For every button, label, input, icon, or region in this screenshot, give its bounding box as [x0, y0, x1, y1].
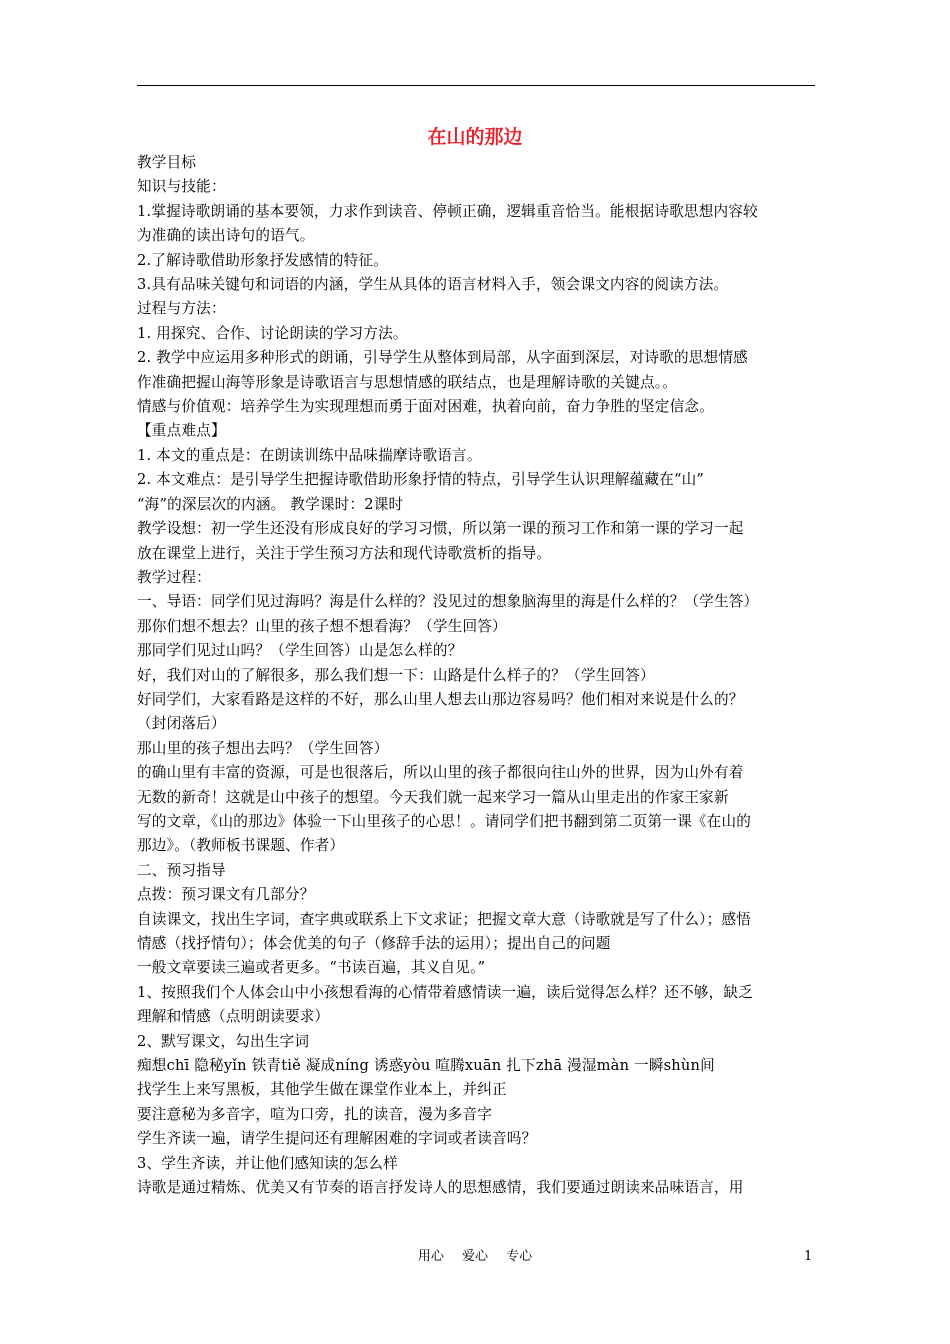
section-heading: 【重点难点】 [137, 422, 226, 440]
text-line: 那你们想不想去？山里的孩子想不想看海？（学生回答） [137, 617, 507, 635]
text-line: 1、按照我们个人体会山中小孩想看海的心情带着感情读一遍，读后觉得怎么样？还不够，缺乏 [137, 983, 754, 1001]
text-line: 情感（找抒情句）；体会优美的句子（修辞手法的运用）；提出自己的问题 [137, 935, 611, 952]
text-line: 自读课文，找出生字词，查字典或联系上下文求证；把握文章大意（诗歌就是写了什么）；感悟 [137, 910, 752, 928]
text-line: 点拨：预习课文有几部分？ [137, 886, 315, 904]
text-line: 那同学们见过山吗？（学生回答）山是怎么样的？ [137, 642, 463, 660]
text-line: 理解和情感（点明朗读要求） [137, 1008, 330, 1026]
text-line: 无数的新奇！这就是山中孩子的想望。今天我们就一起来学习一篇从山里走出的作家王家新 [137, 788, 729, 806]
text-line: 放在课堂上进行，关注于学生预习方法和现代诗歌赏析的指导。 [137, 544, 552, 562]
text-line: 1.掌握诗歌朗诵的基本要领，力求作到读音、停顿正确，逻辑重音恰当。能根据诗歌思想内容较 [137, 202, 758, 220]
header-rule [137, 85, 815, 86]
text-line: 1. 用探究、合作、讨论朗读的学习方法。 [137, 324, 408, 342]
text-line: 一、导语：同学们见过海吗？海是什么样的？没见过的想象脑海里的海是什么样的？（学生答） [137, 593, 759, 611]
text-line: 痴想chī 隐秘yǐn 铁青tiě 凝成níng 诱惑yòu 喧腾xuān 扎下zhā 漫湿màn 一瞬shùn间 [137, 1057, 715, 1075]
text-line: 3.具有品味关键句和词语的内涵，学生从具体的语言材料入手，领会课文内容的阅读方法。 [137, 276, 729, 294]
text-line: 情感与价值观：培养学生为实现理想而勇于面对困难，执着向前，奋力争胜的坚定信念。 [137, 398, 714, 416]
text-line: 3、学生齐读，并让他们感知读的怎么样 [137, 1154, 398, 1172]
text-line: 知识与技能： [137, 178, 226, 196]
text-line: 的确山里有丰富的资源，可是也很落后，所以山里的孩子都很向往山外的世界，因为山外有着 [137, 764, 744, 782]
text-line: 那边》。（教师板书课题、作者） [137, 837, 345, 855]
text-line: 2.了解诗歌借助形象抒发感情的特征。 [137, 251, 389, 269]
page-number: 1 [804, 1249, 813, 1264]
text-line: 要注意秘为多音字，喧为口旁，扎的读音，漫为多音字 [137, 1105, 493, 1123]
text-line: 学生齐读一遍，请学生提问还有理解困难的字词或者读音吗？ [137, 1130, 537, 1148]
document-title: 在山的那边 [427, 126, 523, 148]
text-line: 2. 本文难点：是引导学生把握诗歌借助形象抒情的特点，引导学生认识理解蕴藏在“山” [137, 471, 705, 489]
text-line: 教学过程： [137, 568, 211, 586]
text-line: 教学目标 [137, 154, 197, 171]
text-line: 作准确把握山海等形象是诗歌语言与思想情感的联结点，也是理解诗歌的关键点。。 [137, 373, 678, 391]
text-line: 为准确的读出诗句的语气。 [137, 227, 315, 245]
text-line: “海”的深层次的内涵。 教学课时：2课时 [137, 495, 404, 513]
text-line: 二、预习指导 [137, 861, 226, 879]
text-line: 找学生上来写黑板，其他学生做在课堂作业本上，并纠正 [137, 1081, 507, 1099]
text-line: 教学设想：初一学生还没有形成良好的学习习惯，所以第一课的预习工作和第一课的学习一起 [137, 520, 744, 538]
text-line: 1. 本文的重点是：在朗读训练中品味揣摩诗歌语言。 [137, 446, 482, 464]
text-line: 好，我们对山的了解很多，那么我们想一下：山路是什么样子的？（学生回答） [137, 666, 655, 684]
text-line: 诗歌是通过精炼、优美又有节奏的语言抒发诗人的思想感情，我们要通过朗读来品味语言，用 [137, 1179, 744, 1197]
footer-slogan: 用心 爱心 专心 [417, 1249, 533, 1264]
text-line: 好同学们，大家看路是这样的不好，那么山里人想去山那边容易吗？他们相对来说是什么的？ [137, 690, 744, 708]
text-line: 一般文章要读三遍或者更多。“书读百遍，其义自见。” [137, 959, 486, 977]
text-line: 写的文章，《山的那边》体验一下山里孩子的心思！。请同学们把书翻到第二页第一课《在山的 [137, 812, 752, 830]
text-line: 2. 教学中应运用多种形式的朗诵，引导学生从整体到局部，从字面到深层，对诗歌的思想情感 [137, 349, 748, 367]
text-line: 那山里的孩子想出去吗？（学生回答） [137, 739, 389, 757]
text-line: 过程与方法： [137, 300, 226, 318]
document-body [137, 151, 817, 1200]
text-line: （封闭落后） [137, 715, 226, 733]
text-line: 2、默写课文，勾出生字词 [137, 1032, 310, 1050]
